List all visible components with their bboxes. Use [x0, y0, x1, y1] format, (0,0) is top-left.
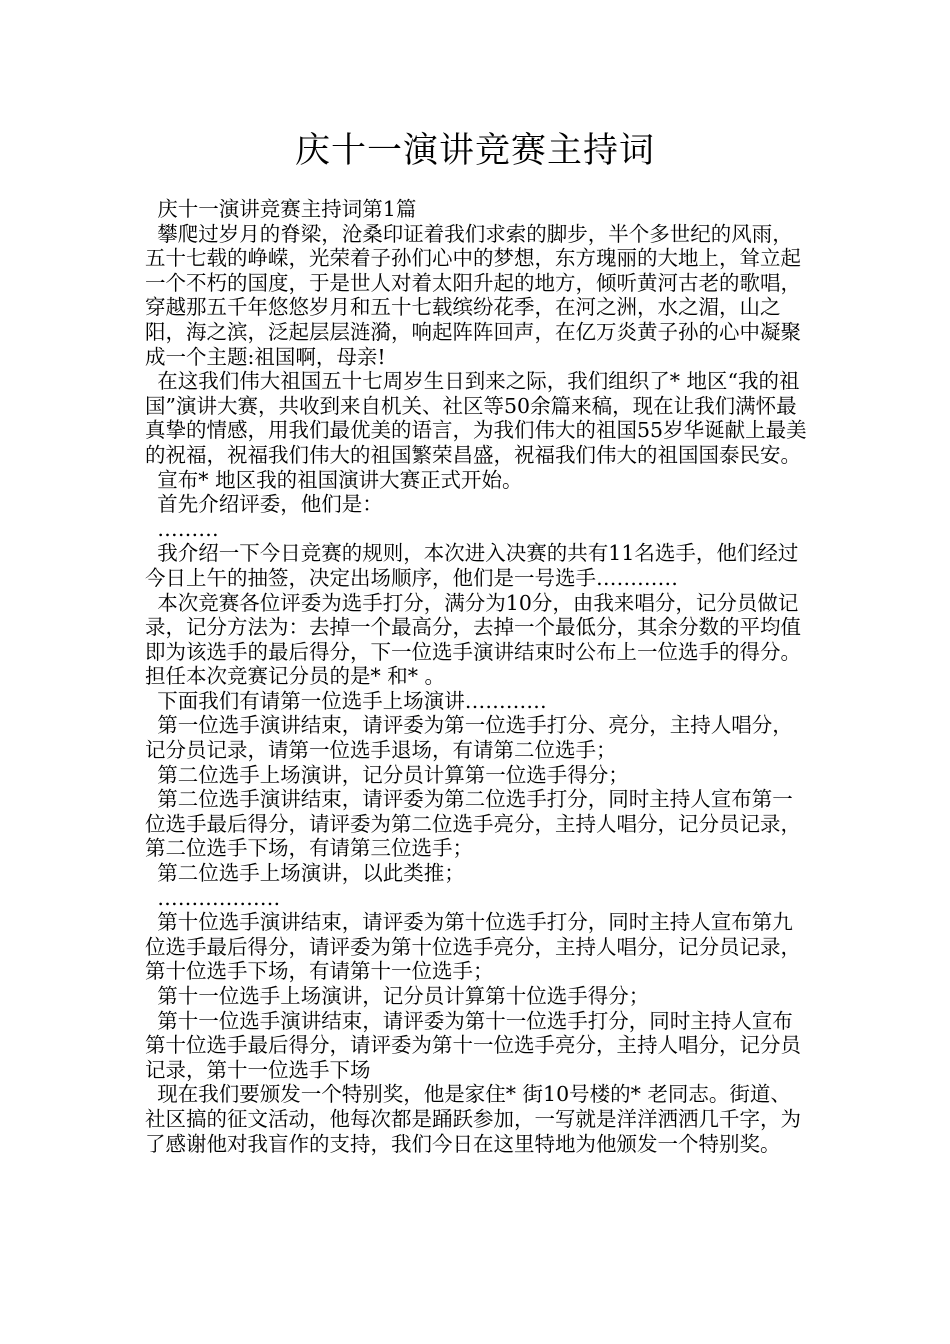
paragraph: 第一位选手演讲结束，请评委为第一位选手打分、亮分，主持人唱分，记分员记录，请第一位选手退场，有请第二位选手； [145, 713, 793, 763]
paragraph: 攀爬过岁月的脊梁，沧桑印证着我们求索的脚步，半个多世纪的风雨，五十七载的峥嵘，光荣着子孙们心中的梦想，东方瑰丽的大地上，耸立起一个不朽的国度，于是世人对着太阳升起的地方，倾听黄河古老的歌唱，穿越那五千年悠悠岁月和五十七载缤纷花季，在河之洲，水之湄，山之阳，海之滨，泛起层层涟漪，响起阵阵回声，在亿万炎黄子孙的心中凝聚成一个主题:祖国啊，母亲! [145, 221, 801, 369]
ellipsis-line: ……… [157, 516, 219, 541]
paragraph: 第十一位选手演讲结束，请评委为第十一位选手打分，同时主持人宣布第十位选手最后得分，请评委为第十一位选手亮分，主持人唱分，记分员记录，第十一位选手下场 [145, 1008, 801, 1082]
paragraph: 现在我们要颁发一个特别奖，他是家住* 街10号楼的* 老同志。街道、社区搞的征文活动，他每次都是踊跃参加，一写就是洋洋洒洒几千字，为了感谢他对我盲作的支持，我们今日在这里特地为他颁发一个特别奖。 [145, 1082, 801, 1156]
paragraph: 第二位选手演讲结束，请评委为第二位选手打分，同时主持人宣布第一位选手最后得分，请评委为第二位选手亮分，主持人唱分，记分员记录，第二位选手下场，有请第三位选手； [145, 787, 801, 861]
section-heading: 庆十一演讲竞赛主持词第1篇 [157, 197, 417, 221]
paragraph: 第十位选手演讲结束，请评委为第十位选手打分，同时主持人宣布第九位选手最后得分，请评委为第十位选手亮分，主持人唱分，记分员记录，第十位选手下场，有请第十一位选手； [145, 910, 801, 984]
paragraph: 宣布* 地区我的祖国演讲大赛正式开始。 [157, 467, 523, 492]
paragraph: 第十一位选手上场演讲，记分员计算第十位选手得分； [157, 984, 650, 1008]
paragraph: 首先介绍评委，他们是： [157, 492, 383, 517]
paragraph: 第二位选手上场演讲，记分员计算第一位选手得分； [157, 762, 629, 787]
paragraph: 下面我们有请第一位选手上场演讲………… [157, 688, 547, 713]
paragraph: 第二位选手上场演讲，以此类推； [157, 861, 465, 886]
document-title: 庆十一演讲竞赛主持词 [294, 131, 655, 171]
paragraph: 在这我们伟大祖国五十七周岁生日到来之际，我们组织了* 地区“我的祖国”演讲大赛，共收到来自机关、社区等50余篇来稿，现在让我们满怀最真挚的情感，用我们最优美的语言，为我们伟大的祖国55岁华诞献上最美的祝福，祝福我们伟大的祖国繁荣昌盛，祝福我们伟大的祖国国泰民安。 [145, 369, 807, 467]
paragraph: 我介绍一下今日竞赛的规则，本次进入决赛的共有11名选手，他们经过今日上午的抽签，决定出场顺序，他们是一号选手………… [145, 541, 799, 590]
paragraph: 本次竞赛各位评委为选手打分，满分为10分，由我来唱分，记分员做记录，记分方法为：去掉一个最高分，去掉一个最低分，其余分数的平均值即为该选手的最后得分，下一位选手演讲结束时公布上一位选手的得分。担任本次竞赛记分员的是* 和* 。 [145, 590, 801, 689]
document-body [145, 197, 810, 1156]
ellipsis-line: ……………… [157, 885, 281, 910]
